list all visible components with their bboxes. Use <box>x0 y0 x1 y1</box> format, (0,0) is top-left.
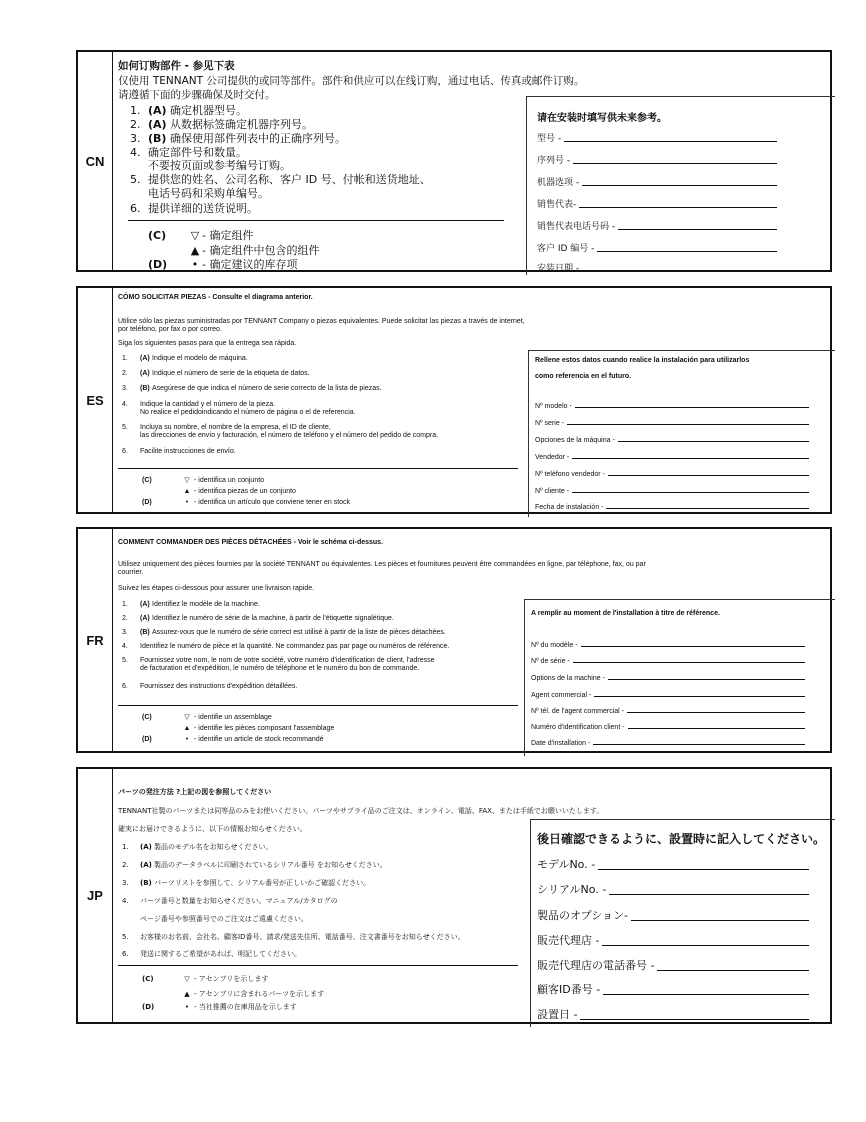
reference-title: A remplir au moment de l'installation à titre de référence. <box>531 610 720 617</box>
blank-line <box>582 271 777 272</box>
blank-line <box>598 869 809 870</box>
list-item: 5. Fournissez votre nom, le nom de votre société, votre numéro d'identification de client, l'adresse <box>122 657 435 664</box>
list-item: 2. (A) 製品のデータラベルに印刷されているシリアル番号 をお知らせください。 <box>122 861 387 869</box>
legend-item: ▲ - identifica piezas de un conjunto <box>183 488 296 495</box>
list-item: 2. (A) Indique el número de serie de la etiqueta de datos. <box>122 370 310 377</box>
reference-field: Nº de série - <box>531 658 805 665</box>
list-item: 1. (A) 确定机器型号。 <box>130 104 247 117</box>
reference-field: Nº tél. de l'agent commercial - <box>531 708 805 715</box>
section-title: COMMENT COMMANDER DES PIÈCES DÉTACHÉES - Voir le schéma ci-dessus. <box>118 539 384 546</box>
legend-item: (C) ▽ - アセンブリを示します <box>142 975 269 983</box>
blank-line <box>572 492 809 493</box>
reference-field: 销售代表- <box>537 197 777 210</box>
list-item: 4. Identifiez le numéro de pièce et la quantité. Ne commandez pas par page ou numéros de référence. <box>122 643 450 650</box>
blank-line <box>575 407 809 408</box>
reference-field: モデルNo. - <box>537 856 809 872</box>
reference-field: Agent commercial - <box>531 692 805 699</box>
blank-line <box>580 1019 809 1020</box>
blank-line <box>657 970 809 971</box>
reference-field: 販売代理店の電話番号 - <box>537 957 809 973</box>
legend-item: (D) • - 确定建议的库存项 <box>148 258 298 271</box>
reference-field: 販売代理店 - <box>537 932 809 948</box>
legend-item: (D) • - identifica un artículo que conviene tener en stock <box>142 499 351 506</box>
intro-text: TENNANT社製のパーツまたは同等品のみをお使いください。パーツやサプライ品のご注文は、オンライン、電話、FAX、または手紙でお願いいたします。 <box>118 807 604 815</box>
list-item: 3. (B) Assurez-vous que le numéro de série correct est utilisé à partir de la liste de pièces détachées. <box>122 629 446 636</box>
reference-field: 序列号 - <box>537 153 777 166</box>
blank-line <box>602 945 809 946</box>
reference-box <box>526 96 835 275</box>
blank-line <box>618 441 809 442</box>
intro-text: por teléfono, por fax o por correo. <box>118 326 222 333</box>
cn-content <box>118 52 830 274</box>
divider <box>118 705 518 706</box>
list-item: 3. (B) パーツリストを参照して、シリアル番号が正しいかご確認ください。 <box>122 879 371 887</box>
blank-line <box>606 508 809 509</box>
list-item-continued: 不要按页面或参考编号订购。 <box>148 159 291 172</box>
list-item: 4. パーツ番号と数量をお知らせください。マニュアル/カタログの <box>122 897 338 905</box>
blank-line <box>579 207 777 208</box>
reference-field: 销售代表电话号码 - <box>537 219 777 232</box>
reference-title: 後日確認できるように、設置時に記入してください。 <box>537 832 826 846</box>
fr-panel <box>76 527 832 753</box>
reference-field: Numéro d'identification client - <box>531 724 805 731</box>
reference-field: シリアルNo. - <box>537 881 809 897</box>
list-item: 4. 确定部件号和数量。 <box>130 146 247 159</box>
reference-field: Vendedor - <box>535 454 809 461</box>
intro-text: 仅使用 TENNANT 公司提供的或同等部件。部件和供应可以在线订购，通过电话、传真或邮件订购。 <box>118 75 585 87</box>
list-item: 1. (A) 製品のモデル名をお知らせください。 <box>122 843 273 851</box>
fr-content <box>118 529 830 751</box>
blank-line <box>603 994 809 995</box>
intro-text: 请遵循下面的步骤确保及时交付。 <box>118 89 276 101</box>
list-item: 1. (A) Identifiez le modèle de la machine. <box>122 601 260 608</box>
list-item: 2. (A) Identifiez le numéro de série de la machine, à partir de l'étiquette signalétique. <box>122 615 394 622</box>
reference-title: Rellene estos datos cuando realice la instalación para utilizarlos <box>535 357 750 364</box>
es-panel <box>76 286 832 514</box>
legend-item: ▲ - identifie les pièces composant l'assemblage <box>183 725 335 732</box>
intro-text: courrier. <box>118 569 144 576</box>
reference-title: 请在安装时填写供未来参考。 <box>537 113 667 124</box>
list-item-continued: No realice el pedidoindicando el número de página o el de referencia. <box>140 409 356 416</box>
list-item: 2. (A) 从数据标签确定机器序列号。 <box>130 118 313 131</box>
reference-field: 机器选项 - <box>537 175 777 188</box>
lang-code: CN <box>78 52 113 270</box>
reference-box <box>530 819 835 1027</box>
reference-field: Nº cliente - <box>535 488 809 495</box>
blank-line <box>564 141 777 142</box>
reference-field: Options de la machine - <box>531 675 805 682</box>
list-item-continued: ページ番号や参照番号でのご注文はご遠慮ください。 <box>140 915 308 923</box>
reference-field: Nº teléfono vendedor - <box>535 471 809 478</box>
legend-item: ▲ - アセンブリに含まれるパーツを示します <box>184 990 325 998</box>
list-item: 6. Fournissez des instructions d'expédition détaillées. <box>122 683 298 690</box>
blank-line <box>609 894 809 895</box>
blank-line <box>593 744 805 745</box>
divider <box>118 965 518 966</box>
list-item: 1. (A) Indique el modelo de máquina. <box>122 355 248 362</box>
section-title: CÓMO SOLICITAR PIEZAS - Consulte el diagrama anterior. <box>118 294 313 301</box>
section-title: 如何订购部件 - 参见下表 <box>118 60 235 72</box>
intro-text: 確実にお届けできるように、以下の情報お知らせください。 <box>118 825 307 833</box>
blank-line <box>567 424 809 425</box>
blank-line <box>594 696 805 697</box>
reference-box <box>528 350 835 517</box>
list-item-continued: 电话号码和采购单编号。 <box>148 187 269 200</box>
legend-item: (D) • - 当社推薦の在庫用品を示します <box>142 1003 297 1011</box>
list-item: 5. Incluya su nombre, el nombre de la empresa, el ID de cliente, <box>122 424 331 431</box>
blank-line <box>573 163 777 164</box>
list-item-continued: las direcciones de envío y facturación, el número de teléfono y el número del pedido de compra. <box>140 432 439 439</box>
reference-field: 顧客ID番号 - <box>537 981 809 997</box>
divider <box>118 468 518 469</box>
blank-line <box>581 646 805 647</box>
reference-field: Fecha de instalación - <box>535 504 809 511</box>
list-item: 6. 提供详细的送货说明。 <box>130 202 258 215</box>
lang-code: JP <box>78 769 113 1022</box>
reference-field: 製品のオプション- <box>537 907 809 923</box>
reference-title: como referencia en el futuro. <box>535 373 632 380</box>
intro-text: Suivez les étapes ci-dessous pour assurer une livraison rapide. <box>118 585 315 592</box>
list-item: 3. (B) Asegúrese de que indica el número de serie correcto de la lista de piezas. <box>122 385 382 392</box>
blank-line <box>597 251 777 252</box>
reference-box <box>524 599 835 756</box>
reference-field: Nº serie - <box>535 420 809 427</box>
reference-field: Opciones de la máquina - <box>535 437 809 444</box>
legend-item: ▲ - 确定组件中包含的组件 <box>190 244 320 257</box>
divider <box>128 220 504 221</box>
reference-field: 型号 - <box>537 131 777 144</box>
list-item: 6. 発送に関するご希望があれば、明記してください。 <box>122 950 301 958</box>
list-item-continued: de facturation et d'expédition, le numéro de téléphone et le numéro du bon de commande. <box>140 665 420 672</box>
blank-line <box>582 185 777 186</box>
list-item: 3. (B) 确保使用部件列表中的正确序列号。 <box>130 132 346 145</box>
intro-text: Utilice sólo las piezas suministradas por TENNANT Company o piezas equivalentes. Puede solicitar las piezas a través de internet, <box>118 318 525 325</box>
intro-text: Siga los siguientes pasos para que la entrega sea rápida. <box>118 340 297 347</box>
blank-line <box>618 229 777 230</box>
intro-text: Utilisez uniquement des pièces fournies par la société TENNANT ou équivalentes. Les pièces et fournitures peuvent être commandées en ligne, par téléphone, fax, ou par <box>118 561 646 568</box>
reference-field: Nº du modèle - <box>531 642 805 649</box>
blank-line <box>631 920 809 921</box>
legend-item: (C) ▽ - identifie un assemblage <box>142 714 272 721</box>
list-item: 5. 提供您的姓名、公司名称、客户 ID 号、付帐和送货地址、 <box>130 173 431 186</box>
lang-code: FR <box>78 529 113 751</box>
jp-content <box>118 769 830 1022</box>
jp-panel <box>76 767 832 1024</box>
blank-line <box>573 662 805 663</box>
reference-field: Date d'installation - <box>531 740 805 747</box>
reference-field: 安装日期 - <box>537 261 777 274</box>
blank-line <box>628 728 805 729</box>
reference-field: Nº modelo - <box>535 403 809 410</box>
reference-field: 設置日 - <box>537 1006 809 1022</box>
list-item: 6. Facilite instrucciones de envío. <box>122 448 236 455</box>
blank-line <box>608 475 809 476</box>
list-item: 5. お客様のお名前、会社名、顧客ID番号、請求/発送先住所、電話番号、注文書番号をお知らせください。 <box>122 933 465 941</box>
legend-item: (C) ▽ - 确定组件 <box>148 229 254 242</box>
list-item: 4. Indique la cantidad y el número de la pieza. <box>122 401 276 408</box>
blank-line <box>572 458 809 459</box>
cn-panel <box>76 50 832 272</box>
blank-line <box>608 679 805 680</box>
section-title: パーツの発注方法 ?上記の図を参照してください <box>118 788 272 796</box>
blank-line <box>627 712 805 713</box>
lang-code: ES <box>78 288 113 512</box>
es-content <box>118 288 830 512</box>
legend-item: (D) • - identifie un article de stock recommandé <box>142 736 324 743</box>
reference-field: 客户 ID 编号 - <box>537 241 777 254</box>
legend-item: (C) ▽ - identifica un conjunto <box>142 477 265 484</box>
